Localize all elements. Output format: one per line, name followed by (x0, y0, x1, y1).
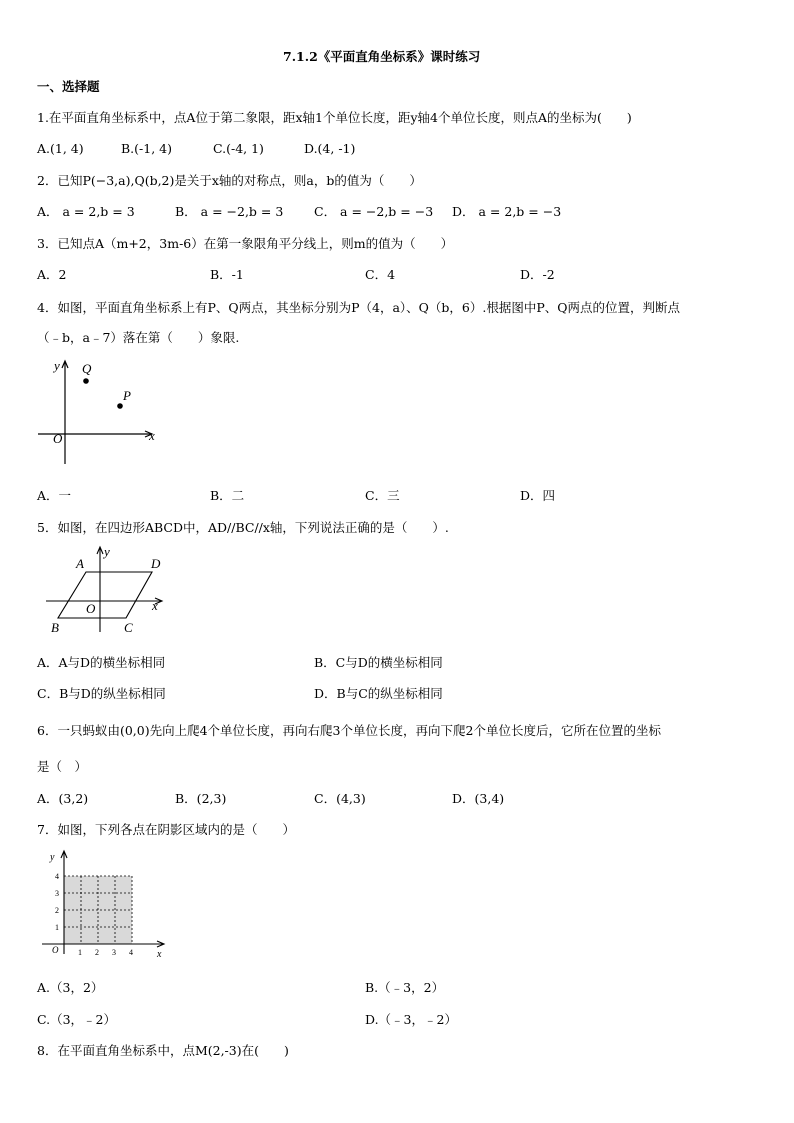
question-3-option-d: D．-2 (520, 267, 555, 282)
question-4-option-c: C．三 (365, 488, 400, 503)
y-tick-4: 4 (55, 872, 59, 881)
vertex-a-label: A (76, 556, 84, 571)
point-p (117, 403, 123, 409)
question-6-option-b: B．(2,3) (175, 791, 227, 806)
x-tick-4: 4 (129, 948, 133, 957)
question-7-option-c: C.（3，﹣2） (37, 1012, 116, 1027)
origin-label: O (53, 431, 63, 446)
point-q-label: Q (82, 361, 92, 376)
question-5-option-a: A．A与D的横坐标相同 (37, 655, 166, 670)
question-4-stem-line2: （﹣b，a﹣7）落在第（ ）象限. (37, 330, 240, 345)
question-5-option-b: B．C与D的横坐标相同 (314, 655, 443, 670)
y-tick-3: 3 (55, 889, 59, 898)
question-8-stem: 8．在平面直角坐标系中，点M(2,-3)在( ) (37, 1043, 289, 1058)
question-5-figure (40, 544, 172, 636)
question-7-option-a: A.（3，2） (37, 980, 104, 995)
question-6-stem-line1: 6．一只蚂蚁由(0,0)先向上爬4个单位长度，再向右爬3个单位长度，再向下爬2个单位长度后，它所在位置的坐标 (37, 723, 661, 738)
x-axis-label: x (152, 598, 158, 613)
question-1-option-b: B.(-1, 4) (121, 141, 172, 156)
x-tick-3: 3 (112, 948, 116, 957)
x-tick-2: 2 (95, 948, 99, 957)
page-title: 7.1.2《平面直角坐标系》课时练习 (283, 49, 481, 64)
question-7-stem: 7．如图，下列各点在阴影区域内的是（ ） (37, 822, 295, 837)
question-2-option-a: A． a = 2,b = 3 (37, 204, 135, 219)
question-6-stem-line2: 是（ ） (37, 759, 88, 774)
question-2-option-d: D． a = 2,b = −3 (452, 204, 562, 219)
question-3-stem: 3．已知点A（m+2，3m-6）在第一象限角平分线上，则m的值为（ ） (37, 236, 454, 251)
question-5-option-c: C．B与D的纵坐标相同 (37, 686, 166, 701)
question-4-stem-line1: 4．如图，平面直角坐标系上有P、Q两点，其坐标分别为P（4，a）、Q（b，6）.根据图中P、Q两点的位置，判断点 (37, 300, 681, 315)
question-1-stem: 1.在平面直角坐标系中，点A位于第二象限，距x轴1个单位长度，距y轴4个单位长度，则点A的坐标为( ) (37, 110, 632, 125)
point-p-label: P (123, 388, 131, 403)
x-axis-label: x (149, 428, 155, 443)
section-heading: 一、选择题 (37, 79, 100, 94)
question-6-option-a: A．(3,2) (37, 791, 89, 806)
origin-label: O (52, 945, 59, 955)
question-6-option-c: C．(4,3) (314, 791, 366, 806)
question-6-option-d: D．(3,4) (452, 791, 505, 806)
y-axis-label: y (104, 544, 110, 559)
question-5-option-d: D．B与C的纵坐标相同 (314, 686, 443, 701)
question-3-option-c: C．4 (365, 267, 396, 282)
question-5-stem: 5．如图，在四边形ABCD中，AD//BC//x轴，下列说法正确的是（ ）. (37, 520, 449, 535)
x-tick-1: 1 (78, 948, 82, 957)
question-2-option-b: B． a = −2,b = 3 (175, 204, 284, 219)
question-1-option-d: D.(4, -1) (304, 141, 356, 156)
question-4-option-b: B．二 (210, 488, 245, 503)
y-axis-label: y (50, 852, 55, 863)
vertex-c-label: C (124, 620, 133, 635)
origin-label: O (86, 601, 96, 616)
parallelogram-abcd (58, 572, 152, 618)
question-2-option-c: C． a = −2,b = −3 (314, 204, 434, 219)
point-q (83, 378, 89, 384)
question-4-option-d: D．四 (520, 488, 556, 503)
question-3-option-b: B．-1 (210, 267, 244, 282)
y-tick-2: 2 (55, 906, 59, 915)
question-1-option-c: C.(-4, 1) (213, 141, 264, 156)
question-4-option-a: A．一 (37, 488, 72, 503)
x-axis-label: x (157, 949, 162, 960)
y-tick-1: 1 (55, 923, 59, 932)
question-7-option-d: D.（﹣3，﹣2） (365, 1012, 457, 1027)
vertex-b-label: B (51, 620, 59, 635)
vertex-d-label: D (151, 556, 161, 571)
question-1-option-a: A.(1, 4) (37, 141, 84, 156)
question-4-figure (34, 356, 164, 468)
y-axis-label: y (54, 358, 60, 373)
question-7-option-b: B.（﹣3，2） (365, 980, 445, 995)
question-7-figure (40, 846, 172, 962)
question-2-stem: 2．已知P(−3,a),Q(b,2)是关于x轴的对称点，则a，b的值为（ ） (37, 173, 422, 188)
question-3-option-a: A．2 (37, 267, 67, 282)
